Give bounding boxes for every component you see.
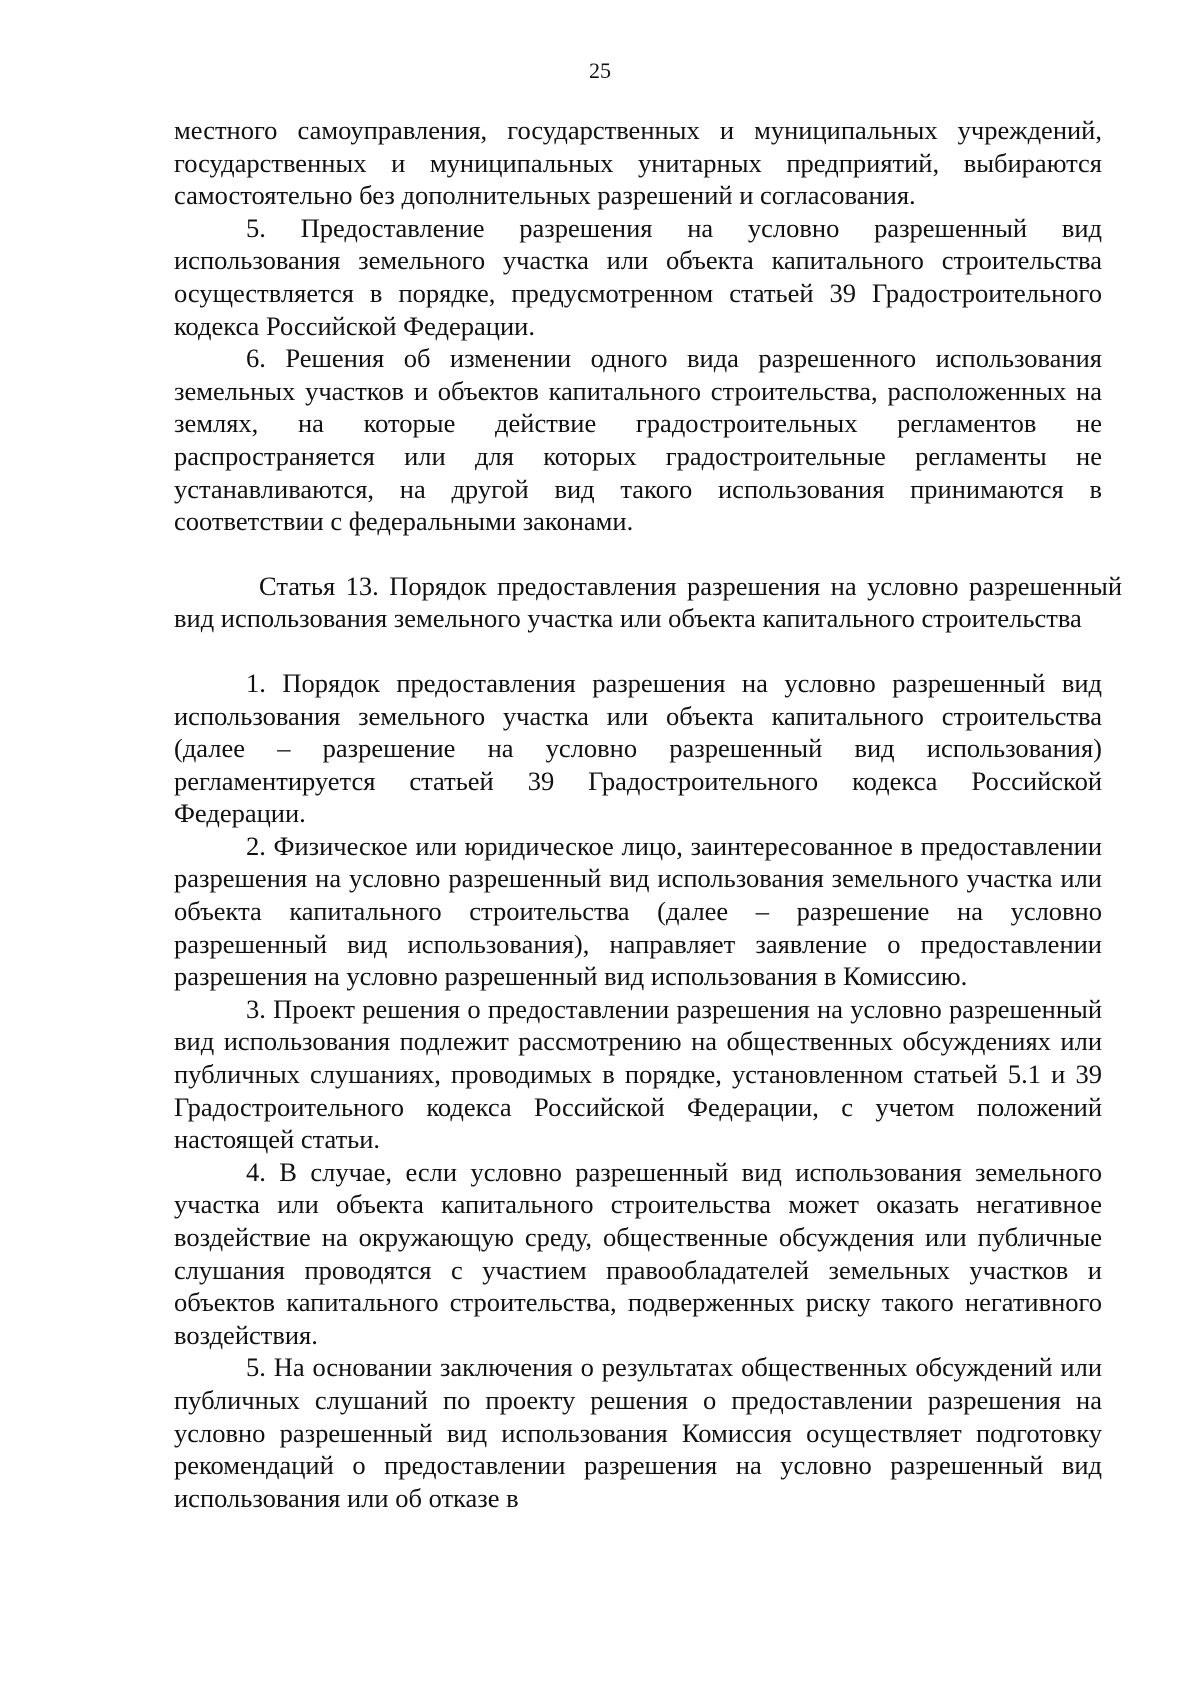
document-body	[174, 114, 1122, 1514]
article-paragraph-4: 4. В случае, если условно разрешенный вид использования земельного участка или объекта капитального строительства может оказать негативное воздействие на окружающую среду, общественные обсуждения или публичные слушания проводятся с участием правообладателей земельных участков и объектов капитального строительства, подверженных риску такого негативного воздействия.	[174, 1156, 1102, 1350]
paragraph-5: 5. Предоставление разрешения на условно разрешенный вид использования земельного участка или объекта капитального строительства осуществляется в порядке, предусмотренном статьей 39 Градостроительного кодекса Российской Федерации.	[174, 212, 1102, 341]
paragraph-6: 6. Решения об изменении одного вида разрешенного использования земельных участков и объектов капитального строительства, расположенных на землях, на которые действие градостроительных регламентов не распространяется или для которых градостроительные регламенты не устанавливаются, на другой вид такого использования принимаются в соответствии с федеральными законами.	[174, 343, 1102, 537]
article-paragraph-2: 2. Физическое или юридическое лицо, заинтересованное в предоставлении разрешения на условно разрешенный вид использования земельного участка или объекта капитального строительства (далее – разрешение на условно разрешенный вид использования), направляет заявление о предоставлении разрешения на условно разрешенный вид использования в Комиссию.	[174, 830, 1102, 992]
article-paragraph-3: 3. Проект решения о предоставлении разрешения на условно разрешенный вид использования подлежит рассмотрению на общественных обсуждениях или публичных слушаниях, проводимых в порядке, установленном статьей 5.1 и 39 Градостроительного кодекса Российской Федерации, с учетом положений настоящей статьи.	[174, 993, 1102, 1155]
article-13-heading: Статья 13. Порядок предоставления разрешения на условно разрешенный вид использования земельного участка или объекта капитального строительства	[174, 570, 1122, 634]
article-paragraph-5: 5. На основании заключения о результатах общественных обсуждений или публичных слушаний по проекту решения о предоставлении разрешения на условно разрешенный вид использования Комиссия осуществляет подготовку рекомендаций о предоставлении разрешения на условно разрешенный вид использования или об отказе в	[174, 1352, 1102, 1513]
article-paragraph-1: 1. Порядок предоставления разрешения на условно разрешенный вид использования земельного участка или объекта капитального строительства (далее – разрешение на условно разрешенный вид использования) регламентируется статьей 39 Градостроительного кодекса Российской Федерации.	[174, 667, 1102, 829]
continuation-paragraph: местного самоуправления, государственных и муниципальных учреждений, государственных и муниципальных унитарных предприятий, выбираются самостоятельно без дополнительных разрешений и согласования.	[174, 115, 1102, 211]
page-number: 25	[589, 58, 611, 83]
